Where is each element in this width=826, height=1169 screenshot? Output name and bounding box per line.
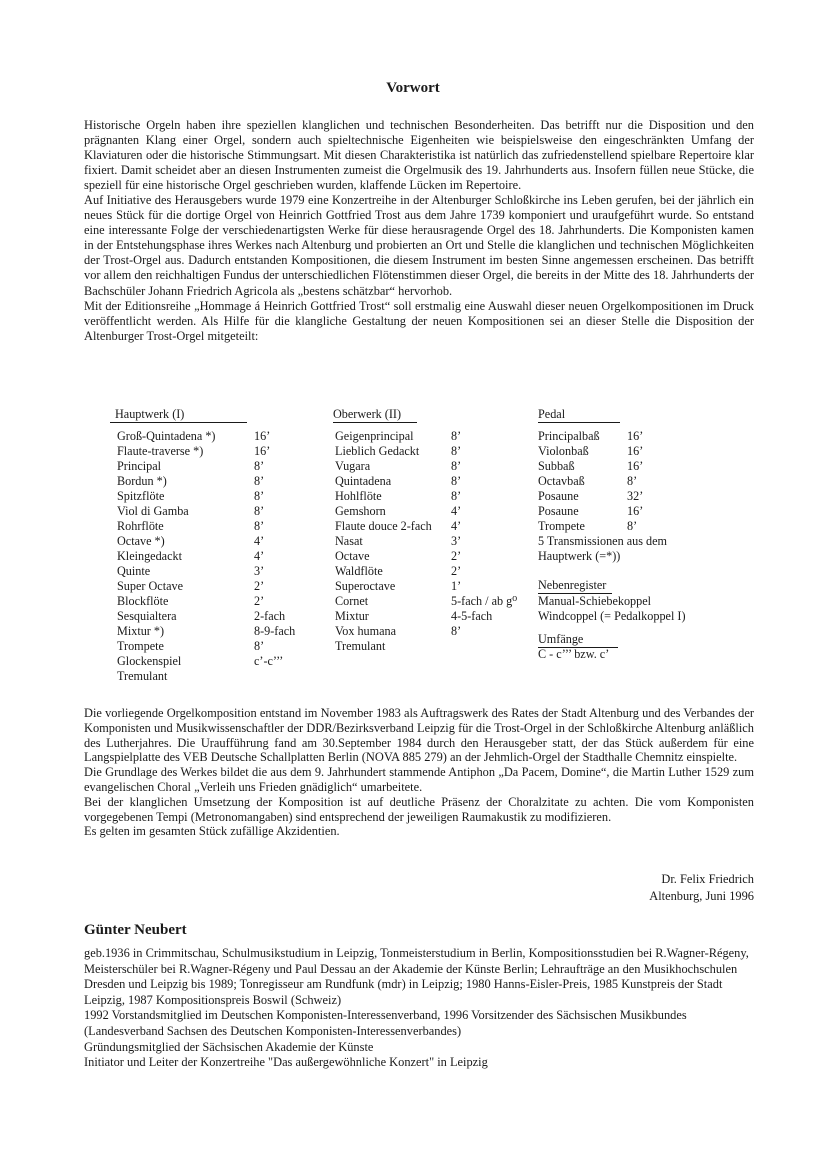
- stop-name: Tremulant: [335, 639, 386, 653]
- stop-pitch: 2’: [451, 549, 462, 563]
- stop-row: [117, 564, 334, 579]
- stop-name: Principal: [117, 459, 162, 473]
- stop-pitch: 4’: [254, 534, 265, 548]
- bio-line: 1992 Vorstandsmitglied im Deutschen Komponisten-Interessenverband, 1996 Vorsitzender des Sächsischen Musikbundes (Landesverband Sachsen des Deutschen Komponisten-Interessenverbandes): [84, 1008, 687, 1038]
- stop-name: Octavbaß: [538, 474, 585, 488]
- stop-name: Kleingedackt: [117, 549, 182, 563]
- signature: [649, 871, 754, 905]
- oberwerk-column: [333, 407, 541, 654]
- pedal-transmission: 5 Transmissionen aus dem: [538, 534, 667, 548]
- stop-row: [117, 534, 334, 549]
- stop-name: Lieblich Gedackt: [335, 444, 420, 458]
- stop-row: [335, 474, 541, 489]
- stop-name: Principalbaß: [538, 429, 600, 443]
- stop-name: Blockflöte: [117, 594, 169, 608]
- stop-pitch: 32’: [627, 489, 644, 503]
- stop-pitch: 16’: [627, 459, 644, 473]
- paragraph: Auf Initiative des Herausgebers wurde 1979 eine Konzertreihe in der Altenburger Schloßkirche ins Leben gerufen, bei der jährlich ein neues Stück für die dortige Orgel von Heinrich Gottfried Trost aus dem Jahre 1739 komponiert und uraufgeführt wurde. So entstand eine interessante Folge der verschiedenartigsten Werke für diese herausragende Orgel des 18. Jahrhunderts. Die Komponisten kamen in der Entstehungsphase ihres Werkes nach Altenburg und probierten an Ort und Stelle die klanglichen und technischen Möglichkeiten der Trost-Orgel aus. Dadurch entstanden Kompositionen, die diesem Instrument im besten Sinne angemessen erscheinen. Das betrifft vor allem den reichhaltigen Fundus der unterschiedlichen Flötenstimmen dieser Orgel, die bereits in der Mitte des 18. Jahrhunderts der Bachschüler Johann Friedrich Agricola als „bestens schätzbar“ hervorhob.: [84, 193, 754, 298]
- stop-pitch: 2’: [254, 594, 265, 608]
- paragraph: Die Grundlage des Werkes bildet die aus dem 9. Jahrhundert stammende Antiphon „Da Pacem, Domine“, die Martin Luther 1529 zum evangelischen Choral „Verleih uns Frieden gnädiglich“ umarbeitete.: [84, 765, 754, 794]
- stop-row: [538, 459, 686, 474]
- stop-pitch: 2-fach: [254, 609, 286, 623]
- stop-pitch: 3’: [254, 564, 265, 578]
- body-text: [84, 706, 754, 839]
- paragraph: Bei der klanglichen Umsetzung der Komposition ist auf deutliche Präsenz der Choralzitate zu achten. Die vom Komponisten vorgegebenen Tempi (Metronomangaben) sind entsprechend der jeweiligen Raumakustik zu modifizieren.: [84, 794, 754, 824]
- bio-line: Initiator und Leiter der Konzertreihe "Das außergewöhnliche Konzert" in Leipzig: [84, 1055, 488, 1070]
- stop-pitch: 8’: [451, 474, 462, 488]
- stop-row: [117, 594, 334, 609]
- signature-place-date: Altenburg, Juni 1996: [649, 889, 754, 903]
- stop-name: Rohrflöte: [117, 519, 164, 533]
- stop-row: [117, 609, 334, 624]
- stop-name: Quinte: [117, 564, 151, 578]
- stop-row: [335, 549, 541, 564]
- stop-row: [538, 444, 686, 459]
- stop-row: [335, 444, 541, 459]
- stop-pitch: 8’: [254, 504, 265, 518]
- stop-pitch: 4’: [254, 549, 265, 563]
- stop-pitch: 8’: [451, 444, 462, 458]
- pedal-heading: Pedal: [538, 407, 620, 423]
- stop-name: Mixtur *): [117, 624, 165, 638]
- stop-row: [117, 459, 334, 474]
- stop-row: [117, 474, 334, 489]
- stop-row: [538, 429, 686, 444]
- stop-name: Octave: [335, 549, 370, 563]
- stop-pitch: 16’: [627, 429, 644, 443]
- stop-name: Vox humana: [335, 624, 397, 638]
- bio-line: geb.1936 in Crimmitschau, Schulmusikstudium in Leipzig, Tonmeisterstudium in Berlin, Kompositionsstudien bei R.Wagner-Régeny, Meisterschüler bei R.Wagner-Régeny und Paul Dessau an der Akademie der Künste Berlin; Lehraufträge an den Musikhochschulen Dresden und Leipzig bis 1989; Tonregisseur am Rundfunk (mdr) in Leipzig; 1980 Hanns-Eisler-Preis, 1985 Kunstpreis der Stadt Leipzig, 1987 Kompositionspreis Boswil (Schweiz): [84, 946, 749, 1007]
- stop-pitch: 4’: [451, 519, 462, 533]
- stop-row: [335, 519, 541, 534]
- oberwerk-heading: Oberwerk (II): [333, 407, 417, 423]
- stop-pitch: 8’: [451, 489, 462, 503]
- umfaenge-heading: Umfänge: [538, 632, 618, 648]
- stop-pitch: 2’: [254, 579, 265, 593]
- stop-pitch: 2’: [451, 564, 462, 578]
- stop-row: [335, 594, 541, 609]
- stop-name: Bordun *): [117, 474, 167, 488]
- stop-name: Tremulant: [117, 669, 168, 683]
- stop-pitch: 8’: [254, 489, 265, 503]
- stop-pitch: 8’: [254, 474, 265, 488]
- hauptwerk-heading: Hauptwerk (I): [110, 407, 247, 423]
- stop-name: Mixtur: [335, 609, 369, 623]
- stop-row: [335, 504, 541, 519]
- stop-pitch: 8’: [627, 519, 638, 533]
- stop-name: Trompete: [117, 639, 164, 653]
- stop-pitch: 8’: [254, 639, 265, 653]
- stop-name: Spitzflöte: [117, 489, 165, 503]
- stop-pitch: 1’: [451, 579, 462, 593]
- stop-pitch: 8’: [627, 474, 638, 488]
- stop-pitch: 8-9-fach: [254, 624, 296, 638]
- stop-name: Superoctave: [335, 579, 396, 593]
- stop-name: Flaute douce 2-fach: [335, 519, 432, 533]
- stop-name: Nasat: [335, 534, 363, 548]
- nebenregister-item: Windcoppel (= Pedalkoppel I): [538, 609, 686, 623]
- stop-row: [335, 579, 541, 594]
- page-title: Vorwort: [386, 80, 440, 96]
- hauptwerk-column: [110, 407, 334, 684]
- composer-bio: [84, 946, 754, 1071]
- stop-row: [117, 624, 334, 639]
- stop-row: [117, 519, 334, 534]
- stop-pitch: c’-c’’’: [254, 654, 284, 668]
- stop-name: Flaute-traverse *): [117, 444, 204, 458]
- stop-row: [117, 429, 334, 444]
- stop-name: Quintadena: [335, 474, 392, 488]
- stop-row: [335, 624, 541, 639]
- pedal-transmission: Hauptwerk (=*)): [538, 549, 621, 563]
- stop-name: Gemshorn: [335, 504, 386, 518]
- stop-name: Geigenprincipal: [335, 429, 414, 443]
- hauptwerk-stop-list: [110, 429, 334, 684]
- stop-row: [117, 579, 334, 594]
- stop-row: [117, 549, 334, 564]
- stop-pitch: 16’: [627, 504, 644, 518]
- stop-row: [335, 609, 541, 624]
- paragraph: Die vorliegende Orgelkomposition entstand im November 1983 als Auftragswerk des Rates der Stadt Altenburg und des Verbandes der Komponisten und Musikwissenschaftler der DDR/Bezirksverband Leipzig für die Trost-Orgel in der Schloßkirche Altenburg anläßlich des Lutherjahres. Die Uraufführung fand am 30.September 1984 durch den Herausgeber statt, der das Stück außerdem für eine Langspielplatte des VEB Deutsche Schallplatten Berlin (NOVA 885 279) an der Jehmlich-Orgel der Stadthalle Chemnitz einspielte.: [84, 706, 754, 765]
- oberwerk-stop-list: [333, 429, 541, 654]
- stop-pitch: 8’: [451, 429, 462, 443]
- pedal-stop-list: [538, 429, 686, 534]
- stop-pitch: 8’: [254, 519, 265, 533]
- stop-name: Groß-Quintadena *): [117, 429, 216, 443]
- stop-pitch: 8’: [451, 459, 462, 473]
- stop-row: [117, 504, 334, 519]
- stop-pitch: 16’: [254, 444, 271, 458]
- nebenregister-item: Manual-Schiebekoppel: [538, 594, 652, 608]
- stop-row: [538, 519, 686, 534]
- stop-row: [335, 534, 541, 549]
- paragraph: Historische Orgeln haben ihre speziellen klanglichen und technischen Besonderheiten. Das betrifft nur die Disposition und den prägnanten Klang einer Orgel, sondern auch spieltechnische Eigenheiten wie beispielsweise den eingeschränkten Umfang der Klaviaturen oder die historische Stimmungsart. Mit diesen Charakteristika ist natürlich das zufriedenstellend spielbare Repertoire klar fixiert. Damit scheidet aber an diesen Instrumenten zumeist die Orgelmusik des 19. Jahrhunderts aus. Insofern füllen neue Stücke, die speziell für eine historische Orgel geschrieben wurden, klaffende Lücken im Repertoire.: [84, 118, 754, 193]
- bio-line: Gründungsmitglied der Sächsischen Akademie der Künste: [84, 1039, 374, 1054]
- stop-row: [335, 489, 541, 504]
- signature-name: Dr. Felix Friedrich: [661, 872, 754, 886]
- stop-name: Posaune: [538, 489, 579, 503]
- stop-row: [117, 639, 334, 654]
- stop-name: Viol di Gamba: [117, 504, 189, 518]
- stop-name: Sesquialtera: [117, 609, 177, 623]
- paragraph: Mit der Editionsreihe „Hommage á Heinrich Gottfried Trost“ soll erstmalig eine Auswahl dieser neuen Orgelkompositionen im Druck veröffentlicht werden. Als Hilfe für die klangliche Gestaltung der neuen Kompositionen sei an dieser Stelle die Disposition der Altenburger Trost-Orgel mitgeteilt:: [84, 298, 754, 343]
- stop-row: [335, 429, 541, 444]
- composer-name: Günter Neubert: [84, 922, 187, 938]
- stop-pitch: 16’: [254, 429, 271, 443]
- stop-row: [117, 654, 334, 669]
- stop-name: Waldflöte: [335, 564, 383, 578]
- stop-name: Trompete: [538, 519, 585, 533]
- stop-row: [117, 489, 334, 504]
- stop-row: [538, 489, 686, 504]
- stop-pitch: [254, 669, 334, 684]
- stop-name: Octave *): [117, 534, 165, 548]
- stop-pitch: 8’: [254, 459, 265, 473]
- stop-name: Cornet: [335, 594, 369, 608]
- stop-name: Glockenspiel: [117, 654, 182, 668]
- stop-row: [335, 564, 541, 579]
- stop-pitch: [451, 639, 541, 654]
- stop-pitch: 3’: [451, 534, 462, 548]
- stop-row: [117, 444, 334, 459]
- stop-name: Subbaß: [538, 459, 575, 473]
- stop-pitch: 16’: [627, 444, 644, 458]
- nebenregister-heading: Nebenregister: [538, 578, 612, 594]
- pedal-column: [538, 407, 686, 662]
- stop-row: [335, 639, 541, 654]
- stop-pitch: 5-fach / ab g⁰: [451, 594, 518, 608]
- stop-name: Violonbaß: [538, 444, 589, 458]
- stop-row: [335, 459, 541, 474]
- stop-pitch: 4’: [451, 504, 462, 518]
- stop-name: Vugara: [335, 459, 371, 473]
- stop-name: Posaune: [538, 504, 579, 518]
- stop-pitch: 4-5-fach: [451, 609, 493, 623]
- stop-name: Hohlflöte: [335, 489, 382, 503]
- paragraph: Es gelten im gesamten Stück zufällige Akzidentien.: [84, 824, 340, 839]
- stop-row: [117, 669, 334, 684]
- stop-row: [538, 504, 686, 519]
- intro-text: [84, 118, 754, 344]
- umfaenge-value: C - c’’’ bzw. c’: [538, 647, 610, 661]
- stop-pitch: 8’: [451, 624, 462, 638]
- stop-name: Super Octave: [117, 579, 183, 593]
- stop-row: [538, 474, 686, 489]
